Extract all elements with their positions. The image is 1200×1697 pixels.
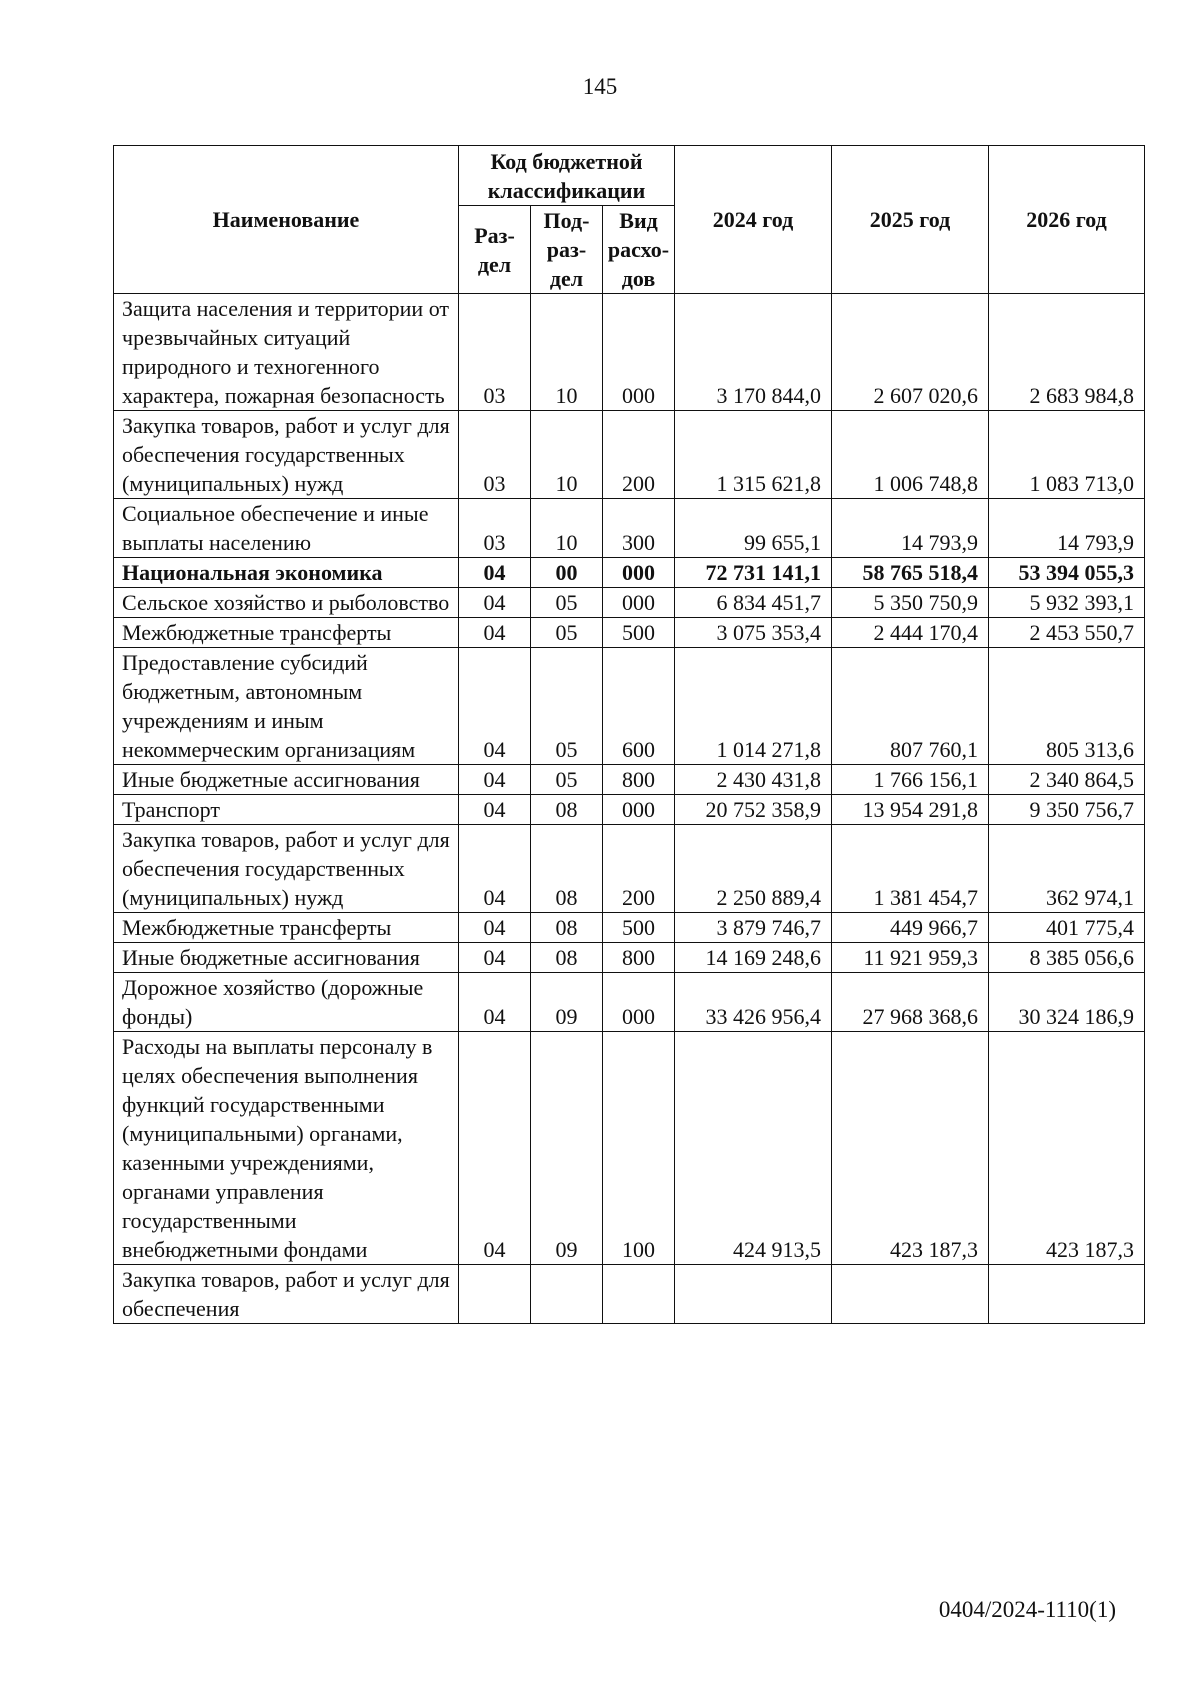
row-value-2024: 424 913,5 xyxy=(675,1032,832,1265)
row-value-2025: 13 954 291,8 xyxy=(832,795,989,825)
row-razdel: 04 xyxy=(459,588,531,618)
row-podrazdel: 08 xyxy=(531,795,603,825)
row-vid: 100 xyxy=(603,1032,675,1265)
row-value-2026: 2 340 864,5 xyxy=(989,765,1145,795)
table-row xyxy=(114,294,1145,411)
row-name: Иные бюджетные ассигнования xyxy=(114,765,459,795)
row-name: Межбюджетные трансферты xyxy=(114,618,459,648)
row-value-2024: 33 426 956,4 xyxy=(675,973,832,1032)
row-podrazdel: 00 xyxy=(531,558,603,588)
row-razdel xyxy=(459,1265,531,1324)
row-name: Дорожное хозяйство (дорожные фонды) xyxy=(114,973,459,1032)
row-value-2026: 401 775,4 xyxy=(989,913,1145,943)
row-podrazdel: 10 xyxy=(531,411,603,499)
row-vid: 800 xyxy=(603,765,675,795)
row-vid: 000 xyxy=(603,558,675,588)
header-2024: 2024 год xyxy=(675,146,832,294)
row-value-2025: 423 187,3 xyxy=(832,1032,989,1265)
row-name: Национальная экономика xyxy=(114,558,459,588)
row-value-2026: 805 313,6 xyxy=(989,648,1145,765)
table-row xyxy=(114,411,1145,499)
row-name: Расходы на выплаты персоналу в целях обеспечения выполнения функций государственными (муниципальными) органами, казенными учреждениями, органами управления государственными внебюджетными фондами xyxy=(114,1032,459,1265)
table-row xyxy=(114,943,1145,973)
row-value-2026: 8 385 056,6 xyxy=(989,943,1145,973)
row-value-2026: 2 683 984,8 xyxy=(989,294,1145,411)
row-vid: 600 xyxy=(603,648,675,765)
row-podrazdel: 05 xyxy=(531,588,603,618)
row-value-2026: 9 350 756,7 xyxy=(989,795,1145,825)
header-name: Наименование xyxy=(114,146,459,294)
budget-table xyxy=(113,145,1145,1324)
row-value-2025: 14 793,9 xyxy=(832,499,989,558)
row-value-2025: 58 765 518,4 xyxy=(832,558,989,588)
table-row xyxy=(114,558,1145,588)
header-razdel: Раз-дел xyxy=(459,206,531,294)
row-value-2026: 2 453 550,7 xyxy=(989,618,1145,648)
row-value-2026 xyxy=(989,1265,1145,1324)
row-name: Межбюджетные трансферты xyxy=(114,913,459,943)
row-value-2026: 30 324 186,9 xyxy=(989,973,1145,1032)
row-razdel: 03 xyxy=(459,294,531,411)
row-podrazdel: 05 xyxy=(531,618,603,648)
table-row xyxy=(114,973,1145,1032)
row-value-2024: 1 014 271,8 xyxy=(675,648,832,765)
row-value-2024: 6 834 451,7 xyxy=(675,588,832,618)
row-podrazdel: 09 xyxy=(531,1032,603,1265)
table-row xyxy=(114,913,1145,943)
row-vid: 000 xyxy=(603,795,675,825)
row-razdel: 04 xyxy=(459,1032,531,1265)
row-razdel: 04 xyxy=(459,973,531,1032)
table-row xyxy=(114,648,1145,765)
row-vid: 500 xyxy=(603,913,675,943)
row-podrazdel: 09 xyxy=(531,973,603,1032)
table-row xyxy=(114,1265,1145,1324)
row-value-2025: 1 381 454,7 xyxy=(832,825,989,913)
row-value-2026: 423 187,3 xyxy=(989,1032,1145,1265)
row-value-2025: 11 921 959,3 xyxy=(832,943,989,973)
row-razdel: 04 xyxy=(459,825,531,913)
row-razdel: 04 xyxy=(459,795,531,825)
row-podrazdel: 05 xyxy=(531,648,603,765)
row-vid: 000 xyxy=(603,588,675,618)
row-vid: 200 xyxy=(603,411,675,499)
row-value-2024: 72 731 141,1 xyxy=(675,558,832,588)
row-name: Иные бюджетные ассигнования xyxy=(114,943,459,973)
row-value-2024: 1 315 621,8 xyxy=(675,411,832,499)
row-value-2025: 449 966,7 xyxy=(832,913,989,943)
table-body xyxy=(114,294,1145,1324)
row-name: Транспорт xyxy=(114,795,459,825)
row-vid: 200 xyxy=(603,825,675,913)
table-row xyxy=(114,765,1145,795)
row-razdel: 03 xyxy=(459,499,531,558)
row-value-2025: 5 350 750,9 xyxy=(832,588,989,618)
row-name: Предоставление субсидий бюджетным, автономным учреждениям и иным некоммерческим организациям xyxy=(114,648,459,765)
header-2026: 2026 год xyxy=(989,146,1145,294)
row-podrazdel xyxy=(531,1265,603,1324)
row-podrazdel: 10 xyxy=(531,294,603,411)
row-value-2024: 3 170 844,0 xyxy=(675,294,832,411)
row-value-2026: 5 932 393,1 xyxy=(989,588,1145,618)
row-value-2024: 99 655,1 xyxy=(675,499,832,558)
row-value-2025: 2 444 170,4 xyxy=(832,618,989,648)
row-vid: 500 xyxy=(603,618,675,648)
row-value-2024: 2 430 431,8 xyxy=(675,765,832,795)
table-row xyxy=(114,618,1145,648)
row-value-2025: 1 766 156,1 xyxy=(832,765,989,795)
row-razdel: 04 xyxy=(459,648,531,765)
header-code-group: Код бюджетной классификации xyxy=(459,146,675,206)
row-razdel: 04 xyxy=(459,765,531,795)
header-2025: 2025 год xyxy=(832,146,989,294)
row-vid: 000 xyxy=(603,973,675,1032)
row-razdel: 04 xyxy=(459,943,531,973)
row-name: Закупка товаров, работ и услуг для обеспечения xyxy=(114,1265,459,1324)
row-value-2026: 1 083 713,0 xyxy=(989,411,1145,499)
row-razdel: 04 xyxy=(459,618,531,648)
row-razdel: 04 xyxy=(459,913,531,943)
row-value-2025: 2 607 020,6 xyxy=(832,294,989,411)
table-row xyxy=(114,795,1145,825)
page-number: 145 xyxy=(582,74,618,99)
row-value-2026: 362 974,1 xyxy=(989,825,1145,913)
row-razdel: 04 xyxy=(459,558,531,588)
row-value-2026: 53 394 055,3 xyxy=(989,558,1145,588)
row-value-2024 xyxy=(675,1265,832,1324)
row-value-2025 xyxy=(832,1265,989,1324)
row-value-2024: 3 879 746,7 xyxy=(675,913,832,943)
row-vid: 000 xyxy=(603,294,675,411)
row-name: Защита населения и территории от чрезвычайных ситуаций природного и техногенного характера, пожарная безопасность xyxy=(114,294,459,411)
table-row xyxy=(114,1032,1145,1265)
table-row xyxy=(114,825,1145,913)
table-row xyxy=(114,499,1145,558)
header-vid: Вид расхо-дов xyxy=(603,206,675,294)
row-vid: 800 xyxy=(603,943,675,973)
row-podrazdel: 08 xyxy=(531,825,603,913)
row-vid xyxy=(603,1265,675,1324)
row-name: Сельское хозяйство и рыболовство xyxy=(114,588,459,618)
row-podrazdel: 05 xyxy=(531,765,603,795)
row-value-2024: 2 250 889,4 xyxy=(675,825,832,913)
table-row xyxy=(114,588,1145,618)
row-name: Закупка товаров, работ и услуг для обеспечения государственных (муниципальных) нужд xyxy=(114,411,459,499)
row-value-2026: 14 793,9 xyxy=(989,499,1145,558)
document-code: 0404/2024-1110(1) xyxy=(938,1597,1116,1622)
row-value-2025: 27 968 368,6 xyxy=(832,973,989,1032)
row-vid: 300 xyxy=(603,499,675,558)
row-name: Социальное обеспечение и иные выплаты населению xyxy=(114,499,459,558)
row-value-2025: 807 760,1 xyxy=(832,648,989,765)
row-value-2024: 14 169 248,6 xyxy=(675,943,832,973)
table-header xyxy=(114,146,1145,294)
row-value-2024: 20 752 358,9 xyxy=(675,795,832,825)
row-podrazdel: 10 xyxy=(531,499,603,558)
row-razdel: 03 xyxy=(459,411,531,499)
row-value-2025: 1 006 748,8 xyxy=(832,411,989,499)
row-name: Закупка товаров, работ и услуг для обеспечения государственных (муниципальных) нужд xyxy=(114,825,459,913)
row-podrazdel: 08 xyxy=(531,913,603,943)
row-podrazdel: 08 xyxy=(531,943,603,973)
header-podrazdel: Под-раз-дел xyxy=(531,206,603,294)
row-value-2024: 3 075 353,4 xyxy=(675,618,832,648)
